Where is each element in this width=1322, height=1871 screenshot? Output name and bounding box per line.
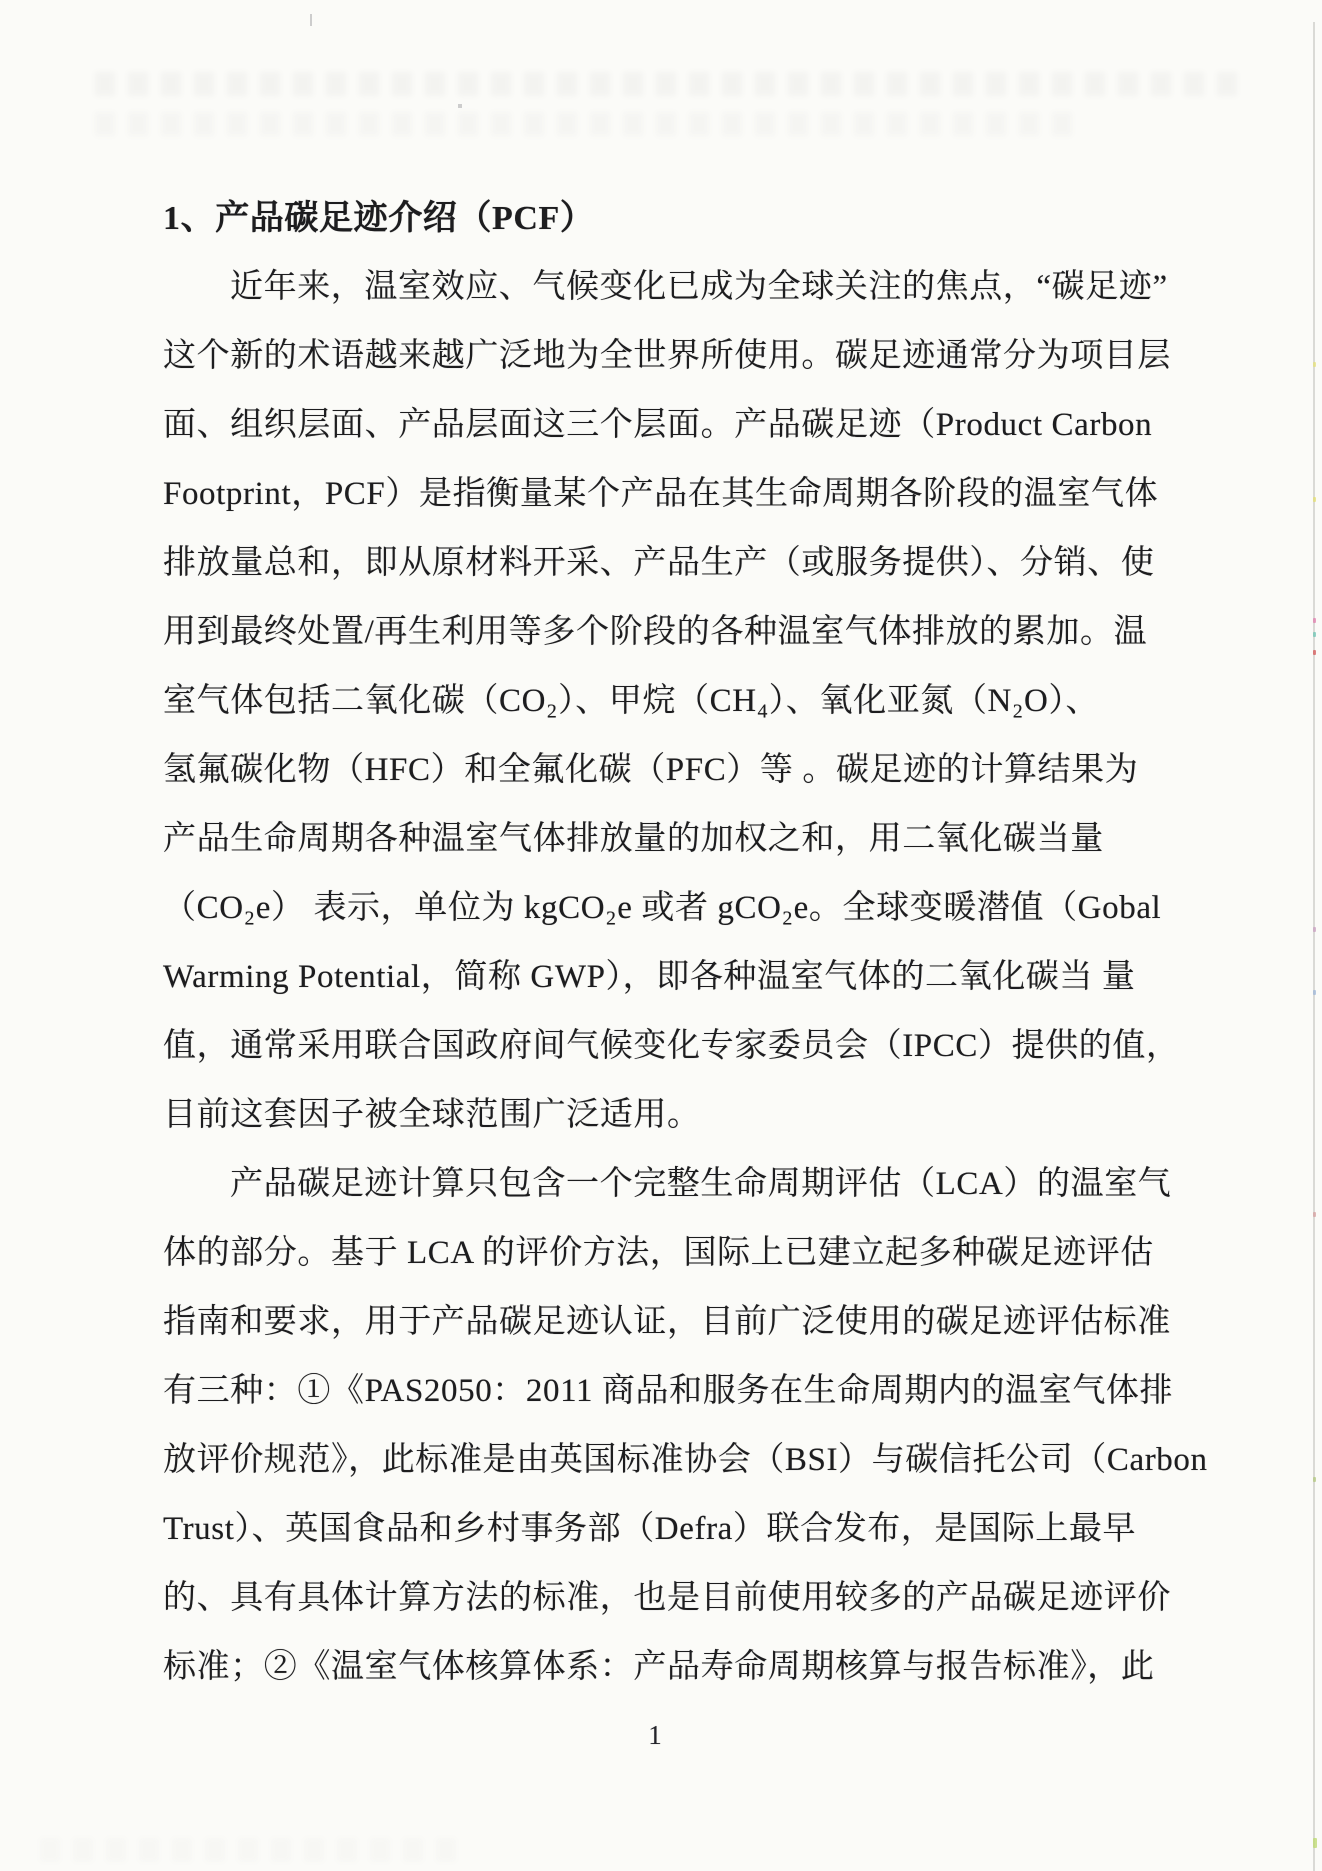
body-line: 有三种：①《PAS2050：2011 商品和服务在生命周期内的温室气体排: [163, 1373, 1174, 1409]
bleed-through-artifact: [40, 1838, 460, 1862]
body-line: 体的部分。基于 LCA 的评价方法，国际上已建立起多种碳足迹评估: [163, 1235, 1154, 1271]
body-line: 排放量总和，即从原材料开采、产品生产（或服务提供）、分销、使: [163, 545, 1155, 581]
scan-speck-artifact: [1313, 618, 1316, 623]
document-body: [163, 184, 1208, 1702]
scan-speck-artifact: [310, 14, 312, 26]
body-line: Footprint，PCF）是指衡量某个产品在其生命周期各阶段的温室气体: [163, 476, 1159, 512]
body-line: 室气体包括二氧化碳（CO₂）、甲烷（CH₄）、氧化亚氮（N₂O）、: [163, 683, 1100, 719]
body-line: 这个新的术语越来越广泛地为全世界所使用。碳足迹通常分为项目层: [163, 338, 1171, 374]
scan-speck-artifact: [1313, 497, 1316, 502]
page-number: 1: [648, 1720, 662, 1750]
body-line: （CO₂e） 表示，单位为 kgCO₂e 或者 gCO₂e。全球变暖潜值（Gobal: [163, 890, 1162, 926]
body-line: Warming Potential，简称 GWP），即各种温室气体的二氧化碳当 量: [163, 959, 1136, 995]
body-line: 近年来，温室效应、气候变化已成为全球关注的焦点，“碳足迹”: [230, 269, 1168, 305]
scan-speck-artifact: [1313, 1477, 1316, 1482]
body-line: 的、具有具体计算方法的标准，也是目前使用较多的产品碳足迹评价: [163, 1580, 1171, 1616]
body-line: Trust）、英国食品和乡村事务部（Defra）联合发布，是国际上最早: [163, 1511, 1137, 1547]
body-line: 产品碳足迹计算只包含一个完整生命周期评估（LCA）的温室气: [230, 1166, 1172, 1202]
section-heading: 1、产品碳足迹介绍（PCF）: [163, 200, 595, 237]
body-line: 目前这套因子被全球范围广泛适用。: [163, 1097, 701, 1133]
bleed-through-artifact: [95, 112, 1075, 136]
scan-speck-artifact: [1313, 990, 1316, 995]
body-line: 面、组织层面、产品层面这三个层面。产品碳足迹（Product Carbon: [163, 407, 1153, 443]
body-line: 指南和要求，用于产品碳足迹认证，目前广泛使用的碳足迹评估标准: [163, 1304, 1171, 1340]
scan-speck-artifact: [1313, 1838, 1317, 1848]
scan-speck-artifact: [458, 104, 462, 108]
scan-speck-artifact: [1313, 632, 1316, 637]
body-line: 产品生命周期各种温室气体排放量的加权之和，用二氧化碳当量: [163, 821, 1104, 857]
body-line: 氢氟碳化物（HFC）和全氟化碳（PFC）等 。碳足迹的计算结果为: [163, 752, 1139, 788]
scan-edge-artifact: [1313, 22, 1315, 1871]
scan-speck-artifact: [1313, 927, 1316, 932]
scan-speck-artifact: [1313, 1212, 1316, 1217]
body-line: 标准；②《温室气体核算体系：产品寿命周期核算与报告标准》，此: [163, 1649, 1155, 1685]
scan-speck-artifact: [1313, 650, 1316, 655]
body-line: 值，通常采用联合国政府间气候变化专家委员会（IPCC）提供的值，: [163, 1028, 1180, 1064]
bleed-through-artifact: [95, 72, 1245, 96]
body-line: 用到最终处置/再生利用等多个阶段的各种温室气体排放的累加。温: [163, 614, 1148, 650]
body-line: 放评价规范》，此标准是由英国标准协会（BSI）与碳信托公司（Carbon: [163, 1442, 1208, 1478]
scan-speck-artifact: [1313, 362, 1316, 367]
